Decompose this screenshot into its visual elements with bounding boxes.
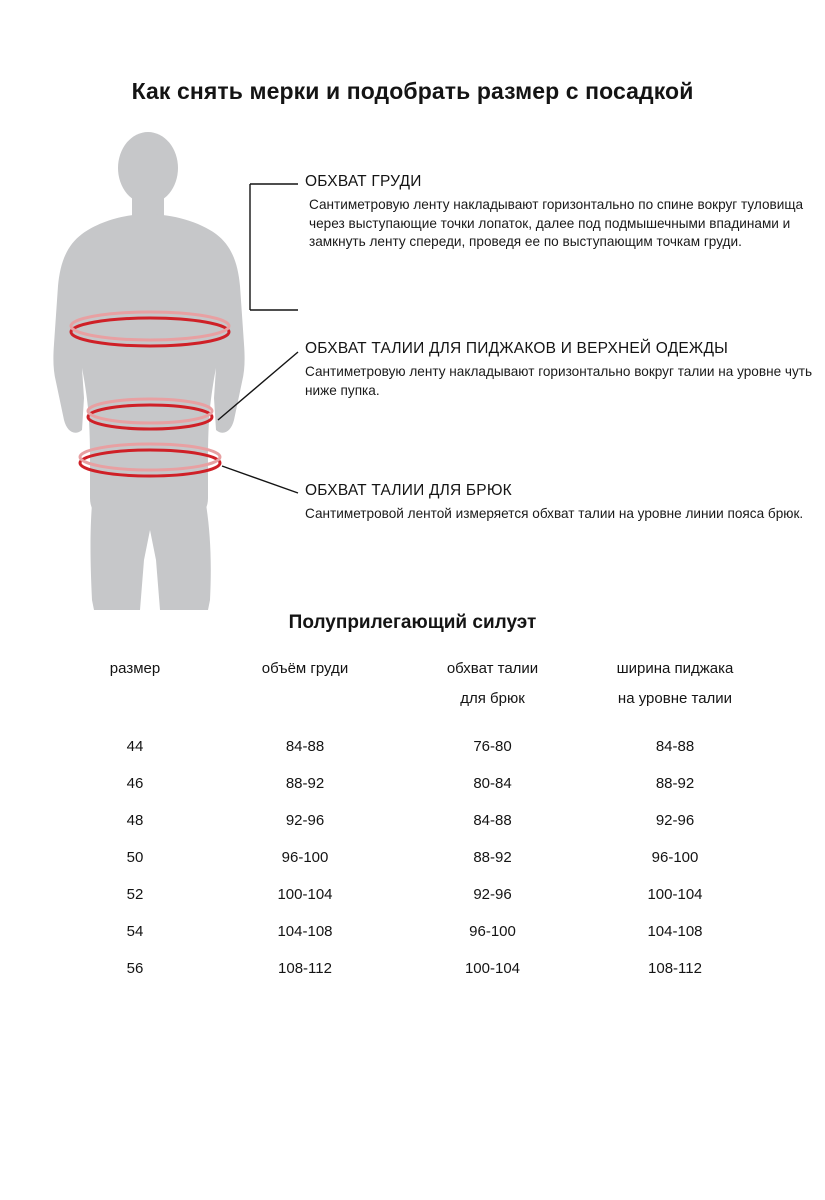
table-row	[60, 950, 765, 987]
cell-size: 46	[126, 775, 144, 792]
callout-jacket-waist	[305, 340, 815, 400]
callout-chest-title: ОБХВАТ ГРУДИ	[305, 173, 422, 190]
table-row	[60, 802, 765, 839]
size-table-head	[60, 660, 765, 728]
table-row	[60, 728, 765, 765]
size-table-title: Полуприлегающий силуэт	[288, 612, 537, 633]
cell-size: 48	[126, 812, 144, 829]
header-waist-sub: для брюк	[460, 690, 525, 707]
callout-jacket-waist-body: Сантиметровую ленту накладывают горизонтально вокруг талии на уровне чуть ниже пупка.	[305, 364, 813, 398]
cell-waist: 88-92	[473, 849, 512, 866]
cell-chest: 92-96	[285, 812, 325, 829]
cell-jacket: 84-88	[655, 738, 695, 755]
cell-size: 54	[126, 923, 144, 940]
cell-jacket: 88-92	[655, 775, 695, 792]
header-jacket-width: ширина пиджака	[616, 660, 734, 677]
header-waist: обхват талии	[446, 660, 539, 677]
size-table-body	[60, 728, 765, 987]
header-chest-sub	[210, 690, 400, 728]
header-chest: объём груди	[261, 660, 349, 677]
header-jacket-width-sub: на уровне талии	[617, 690, 733, 707]
cell-chest: 104-108	[277, 923, 333, 940]
header-size: размер	[109, 660, 161, 677]
cell-chest: 100-104	[277, 886, 333, 903]
cell-size: 52	[126, 886, 144, 903]
cell-jacket: 92-96	[655, 812, 695, 829]
cell-chest: 84-88	[285, 738, 325, 755]
table-row	[60, 913, 765, 950]
cell-chest: 96-100	[281, 849, 329, 866]
cell-jacket: 108-112	[648, 960, 702, 977]
cell-size: 56	[126, 960, 144, 977]
table-header-row-1	[60, 660, 765, 690]
callout-chest-body: Сантиметровую ленту накладывают горизонтально по спине вокруг туловища через выступающие точки лопаток, далее под подмышечными впадинами и замкнуть ленту спереди, проведя ее по выступающим точкам груди.	[309, 197, 804, 249]
cell-jacket: 100-104	[647, 886, 703, 903]
cell-waist: 96-100	[469, 923, 516, 940]
cell-waist: 84-88	[473, 812, 512, 829]
cell-waist: 76-80	[473, 738, 512, 755]
cell-size: 44	[126, 738, 144, 755]
callout-jacket-waist-title: ОБХВАТ ТАЛИИ ДЛЯ ПИДЖАКОВ И ВЕРХНЕЙ ОДЕЖДЫ	[305, 340, 729, 357]
cell-waist: 80-84	[473, 775, 512, 792]
table-row	[60, 765, 765, 802]
callout-trouser-waist-title: ОБХВАТ ТАЛИИ ДЛЯ БРЮК	[305, 482, 512, 499]
cell-waist: 100-104	[464, 960, 521, 977]
callout-trouser-waist-body: Сантиметровой лентой измеряется обхват талии на уровне линии пояса брюк.	[305, 506, 804, 521]
cell-waist: 92-96	[473, 886, 512, 903]
table-row	[60, 839, 765, 876]
callout-trouser-waist	[305, 482, 805, 524]
size-table	[60, 660, 765, 987]
header-size-sub	[60, 690, 210, 728]
cell-chest: 88-92	[285, 775, 325, 792]
callout-chest	[305, 173, 805, 252]
cell-jacket: 104-108	[647, 923, 703, 940]
cell-size: 50	[126, 849, 144, 866]
cell-chest: 108-112	[278, 960, 332, 977]
table-header-row-2	[60, 690, 765, 728]
body-silhouette	[53, 132, 244, 610]
cell-jacket: 96-100	[651, 849, 699, 866]
page-title: Как снять мерки и подобрать размер с посадкой	[131, 78, 694, 104]
table-row	[60, 876, 765, 913]
body-figure	[20, 130, 290, 610]
